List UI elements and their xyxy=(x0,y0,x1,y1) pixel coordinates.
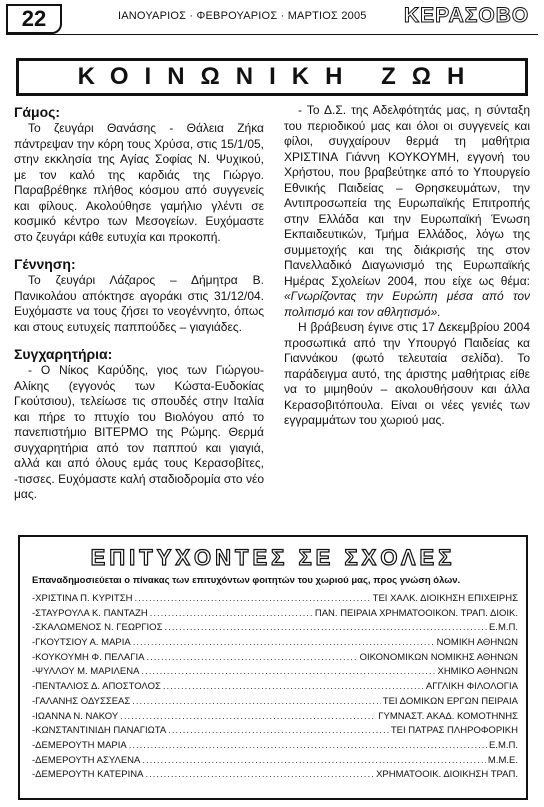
wedding-section xyxy=(14,104,264,245)
school-name: ΧΡΗΜΑΤΟΟΙΚ. ΔΙΟΙΚΗΣΗ ΤΡΑΠ. xyxy=(376,769,518,781)
dot-leader xyxy=(168,725,389,736)
award-ceremony-text: Η βράβευση έγινε στις 17 Δεκεμβρίου 2004 προσωπικά από την Υπουργό Παιδείας κα Γιαννάκου (φωτό τελευταία σελίδα). Το παράδειγμα αυτό, της άριστης μαθήτριας είθε να το μιμηθούν – ακολουθήσουν και άλλα Κερασοβιτόπουλα. Είναι οι νέες γενιές των εγγραμμάτων του χωριού μας. xyxy=(284,320,530,427)
table-row xyxy=(32,652,518,667)
magazine-logo: ΚΕΡΑΣΟΒΟ xyxy=(404,4,530,27)
results-intro: Επαναδημοσιεύεται ο πίνακας των επιτυχόντων φοιτητών του χωριού μας, προς γνώση όλων. xyxy=(32,575,461,586)
results-title: ΕΠΙΤΥΧΟΝΤΕΣ ΣΕ ΣΧΟΛΕΣ xyxy=(90,545,456,570)
school-name: ΟΙΚΟΝΟΜΙΚΩΝ ΝΟΜΙΚΗΣ ΑΘΗΝΩΝ xyxy=(359,651,518,663)
award-paragraph: - Το Δ.Σ. της Αδελφότητάς μας, η σύνταξη του περιοδικού μας και όλοι οι συγγενείς και φίλοι, συγχαίρουν θερμά τη μαθήτρια ΧΡΙΣΤΙΝΑ Γιάννη ΚΟΥΚΟΥΜΗ, εγγονή του Χρήστου, που βραβεύτηκε από το Υπουργείο Εθνικής Παιδείας – Θρησκευμάτων, την Αντιπροσωπεία της Ευρωπαϊκής Επιτροπής στην Ελλάδα και την Ευρωπαϊκή Ένωση Εκπαιδευτικών, Τμήμα Ελλάδος, λόγω της συμμετοχής και της διάκρισής της στον Πανελλαδικό Διαγωνισμό της Ευρωπαϊκής Ημέρας Σχολείων 2004, που είχε ως θέμα: xyxy=(284,103,530,288)
student-name: -ΔΕΜΕΡΟΥΤΗ ΚΑΤΕΡΙΝΑ xyxy=(32,769,144,781)
right-column xyxy=(284,103,530,429)
dot-leader xyxy=(163,681,424,692)
student-name: -ΚΩΝΣΤΑΝΤΙΝΙΔΗ ΠΑΝΑΓΙΩΤΑ xyxy=(32,725,167,737)
table-row xyxy=(32,769,518,784)
student-name: -ΓΑΛΑΝΗΣ ΟΔΥΣΣΕΑΣ xyxy=(32,695,131,707)
birth-text: Το ζευγάρι Λάζαρος – Δήμητρα Β. Πανικολάου απόκτησε αγοράκι στις 31/12/04. Ευχόμαστε να τους ζήσει το νεογέννητο, όπως και στους ευτυχείς παππούδες – γιαγιάδες. xyxy=(14,273,264,334)
table-row xyxy=(32,696,518,711)
dot-leader xyxy=(132,696,381,707)
school-name: ΤΕΙ ΠΑΤΡΑΣ ΠΛΗΡΟΦΟΡΙΚΗ xyxy=(390,725,518,737)
table-row xyxy=(32,725,518,740)
dot-leader xyxy=(150,608,313,619)
left-column xyxy=(14,103,264,503)
congrats-text: - Ο Νίκος Καρύδης, γιος των Γιώργου-Αλίκης (εγγονός των Κώστα-Ευδοκίας Γκούτσιου), τελείωσε τις σπουδές στην Ιταλία και πήρε το πτυχίο του Βιολόγου από το πανεπιστήμιο ΒΙΤΕΡΜΟ της Ρώμης. Θερμά συγχαρητήρια από τον παππού και γιαγιά, αλλά και από όλους εμάς τους Κερασοβίτες, -τισσες. Ευχόμαστε καλή σταδιοδρομία στο νέο μας. xyxy=(14,363,264,501)
table-row xyxy=(32,593,518,608)
table-row xyxy=(32,608,518,623)
dot-leader xyxy=(142,755,486,766)
table-row xyxy=(32,681,518,696)
school-name: Ε.Μ.Π. xyxy=(488,622,518,634)
wedding-text: Το ζευγάρι Θανάσης - Θάλεια Ζήκα πάντρεψαν την κόρη τους Χρύσα, στις 15/1/05, στην εκκλησία της Αγίας Σοφίας Ν. Ψυχικού, με τον καλό της καρδιάς της Γιώργο. Παραβρέθηκε πλήθος κόσμου από συγγενείς και φίλους. Ακολούθησε γαμήλιο γλέντι σε κοσμικό κέντρο των Μεσογείων. Ευχόμαστε στο ζευγάρι κάθε ευτυχία και προκοπή. xyxy=(14,121,264,244)
table-row xyxy=(32,622,518,637)
school-name: ΝΟΜΙΚΗ ΑΘΗΝΩΝ xyxy=(436,637,518,649)
table-row xyxy=(32,755,518,770)
wedding-heading: Γάμος: xyxy=(14,104,61,120)
header-divider xyxy=(6,34,538,35)
school-name: ΓΥΜΝΑΣΤ. ΑΚΑΔ. ΚΟΜΟΤΗΝΗΣ xyxy=(378,710,518,722)
dot-leader xyxy=(141,666,435,677)
school-name: Μ.Μ.Ε. xyxy=(487,754,518,766)
student-name: -ΨΥΛΛΟΥ Μ. ΜΑΡΙΛΕΝΑ xyxy=(32,666,140,678)
section-title: ΚΟΙΝΩΝΙΚΗ ΖΩΗ xyxy=(16,58,528,96)
school-name: ΧΗΜΙΚΟ ΑΘΗΝΩΝ xyxy=(437,666,518,678)
student-name: -ΧΡΙΣΤΙΝΑ Π. ΚΥΡΙΤΣΗ xyxy=(32,593,133,604)
dot-leader xyxy=(134,593,370,604)
congrats-heading: Συγχαρητήρια: xyxy=(14,346,113,362)
dot-leader xyxy=(146,652,357,663)
table-row xyxy=(32,740,518,755)
award-text xyxy=(284,103,530,320)
student-name: -ΚΟΥΚΟΥΜΗ Φ. ΠΕΛΑΓΙΑ xyxy=(32,651,145,663)
school-name: ΑΓΓΛΙΚΗ ΦΙΛΟΛΟΓΙΑ xyxy=(425,681,518,693)
birth-section xyxy=(14,256,264,335)
school-name: Ε.Μ.Π. xyxy=(488,739,518,751)
student-name: -ΣΤΑΥΡΟΥΛΑ Κ. ΠΑΝΤΑΖΗ xyxy=(32,607,148,619)
award-quote: «Γνωρίζοντας την Ευρώπη μέσα από τον πολιτισμό και τον αθλητισμό». xyxy=(284,289,530,319)
dot-leader xyxy=(120,711,376,722)
student-name: -ΠΕΝΤΑΛΙΟΣ Δ. ΑΠΟΣΤΟΛΟΣ xyxy=(32,681,161,693)
results-list xyxy=(32,593,518,784)
school-name: ΠΑΝ. ΠΕΙΡΑΙΑ ΧΡΗΜΑΤΟΟΙΚΟΝ. ΤΡΑΠ. ΔΙΟΙΚ. xyxy=(314,607,518,619)
student-name: -ΣΚΑΛΩΜΕΝΟΣ Ν. ΓΕΩΡΓΙΟΣ xyxy=(32,622,163,634)
dot-leader xyxy=(129,740,487,751)
table-row xyxy=(32,666,518,681)
dot-leader xyxy=(133,637,435,648)
congrats-section xyxy=(14,346,264,503)
student-name: -ΔΕΜΕΡΟΥΤΗ ΜΑΡΙΑ xyxy=(32,739,127,751)
student-name: -ΙΩΑΝΝΑ Ν. ΝΑΚΟΥ xyxy=(32,710,119,722)
table-row xyxy=(32,637,518,652)
page-number: 22 xyxy=(6,4,62,34)
school-name: ΤΕΙ ΧΑΛΚ. ΔΙΟΙΚΗΣΗ ΕΠΙΧΕΙΡΗΣ xyxy=(372,593,518,604)
student-name: -ΓΚΟΥΤΣΙΟΥ Α. ΜΑΡΙΑ xyxy=(32,637,131,649)
issue-date: ΙΑΝΟΥΑΡΙΟΣ · ΦΕΒΡΟΥΑΡΙΟΣ · ΜΑΡΤΙΟΣ 2005 xyxy=(118,10,367,22)
student-name: -ΔΕΜΕΡΟΥΤΗ ΑΣΥΛΕΝΑ xyxy=(32,754,141,766)
birth-heading: Γέννηση: xyxy=(14,256,76,272)
dot-leader xyxy=(164,622,487,633)
school-name: ΤΕΙ ΔΟΜΙΚΩΝ ΕΡΓΩΝ ΠΕΙΡΑΙΑ xyxy=(382,695,518,707)
results-box xyxy=(18,535,528,800)
table-row xyxy=(32,711,518,726)
dot-leader xyxy=(145,769,374,780)
